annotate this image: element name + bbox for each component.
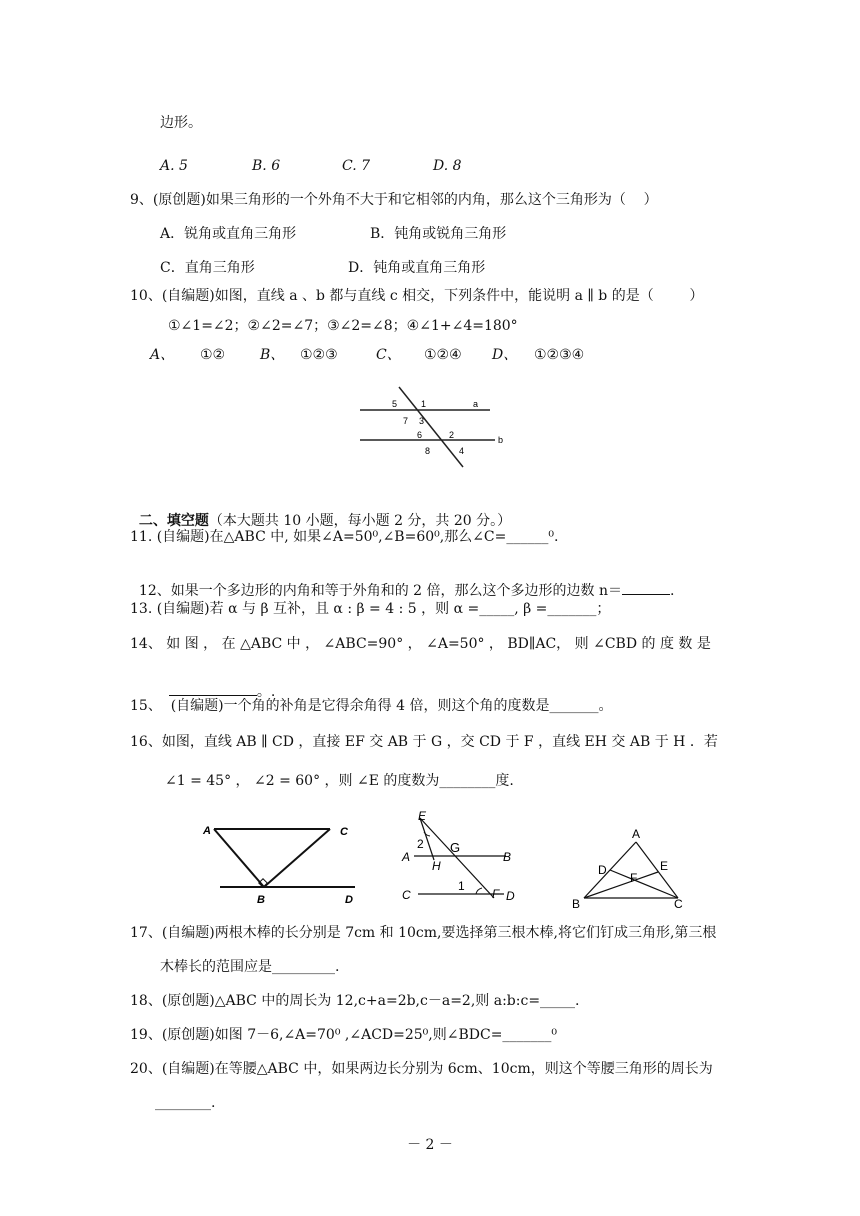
section2-heading xyxy=(130,494,511,530)
svg-text:2: 2 xyxy=(449,430,455,440)
q19-figure xyxy=(566,828,686,910)
q12-text: 12、如果一个多边形的内角和等于外角和的 2 倍，那么这个多边形的边数 n＝ xyxy=(138,583,622,599)
section2-title: 二、填空题 xyxy=(138,513,209,529)
q12: 12、如果一个多边形的内角和等于外角和的 2 倍，那么这个多边形的边数 n＝ . xyxy=(130,562,674,600)
svg-text:C: C xyxy=(340,826,348,838)
svg-text:7: 7 xyxy=(403,416,409,426)
svg-text:1: 1 xyxy=(458,879,465,893)
segment-ab xyxy=(214,829,264,887)
svg-text:6: 6 xyxy=(417,430,423,440)
svg-text:A: A xyxy=(402,850,411,864)
svg-text:H: H xyxy=(432,859,441,873)
q14-figure xyxy=(200,818,370,910)
q10-option-d-label: D、 xyxy=(492,347,518,363)
svg-text:8: 8 xyxy=(425,446,431,456)
q18: 18、(原创题)△ABC 中的周长为 12,c+a=2b,c－a=2,则 a:b:c=_____. xyxy=(130,993,580,1009)
svg-text:A: A xyxy=(632,828,641,841)
q16-line2: ∠1 = 45° ， ∠2 = 60° ，则 ∠E 的度数为________度. xyxy=(165,773,514,789)
line-ef xyxy=(420,818,494,898)
q16-line1: 16、如图，直线 AB ∥ CD ，直接 EF 交 AB 于 G ，交 CD 于 F ，直线 EH 交 AB 于 H ．若 xyxy=(130,734,718,750)
q14-line1: 14、 如 图 ， 在 △ABC 中 ， ∠ABC=90° ， ∠A=50° ， BD∥AC， 则 ∠CBD 的 度 数 是 xyxy=(130,636,711,652)
svg-text:b: b xyxy=(498,435,504,445)
q10-option-b-value: ①②③ xyxy=(300,347,338,363)
svg-text:F: F xyxy=(492,887,500,901)
svg-text:G: G xyxy=(450,840,461,855)
q9-stem: 9、(原创题)如果三角形的一个外角不大于和它相邻的内角，那么这个三角形为（ ） xyxy=(130,192,658,208)
q10-option-a-label: A、 xyxy=(150,347,175,363)
svg-text:D: D xyxy=(598,863,607,877)
section2-note: （本大题共 10 小题，每小题 2 分，共 20 分。） xyxy=(208,513,512,529)
svg-text:B: B xyxy=(257,894,265,906)
svg-text:4: 4 xyxy=(459,446,465,456)
q8-option-c: C. 7 xyxy=(342,158,371,174)
q8-option-d: D. 8 xyxy=(433,158,462,174)
q8-option-a: A. 5 xyxy=(160,158,188,174)
q9-option-a: A．锐角或直角三角形 xyxy=(160,226,297,242)
q10-option-b-label: B、 xyxy=(260,347,285,363)
q17-line1: 17、(自编题)两根木棒的长分别是 7cm 和 10cm,要选择第三根木棒,将它们钉成三角形,第三根 xyxy=(130,925,717,941)
q10-option-a-value: ①② xyxy=(200,347,226,363)
q20-line2: ________. xyxy=(155,1095,216,1111)
q14-end: 。. xyxy=(256,684,276,700)
q9-option-d: D．钝角或直角三角形 xyxy=(348,260,486,276)
svg-text:E: E xyxy=(418,809,427,823)
q16-figure xyxy=(398,808,523,908)
svg-text:a: a xyxy=(473,399,479,409)
q9-option-c: C．直角三角形 xyxy=(160,260,255,276)
svg-text:A: A xyxy=(203,825,211,837)
q10-conditions: ①∠1=∠2；②∠2=∠7；③∠2=∠8；④∠1+∠4=180° xyxy=(168,318,518,334)
q9-option-b: B．钝角或锐角三角形 xyxy=(370,226,507,242)
svg-text:D: D xyxy=(506,889,515,903)
q10-option-c-label: C、 xyxy=(376,347,401,363)
svg-text:B: B xyxy=(503,850,512,864)
q17-line2: 木棒长的范围应是_________. xyxy=(160,959,340,975)
svg-text:E: E xyxy=(660,859,669,873)
svg-text:C: C xyxy=(402,888,411,902)
q15: 15、 (自编题)一个角的补角是它得余角得 4 倍，则这个角的度数是_______。 xyxy=(130,698,613,714)
q14-line2 xyxy=(160,663,275,701)
svg-text:5: 5 xyxy=(392,399,398,409)
q10-stem: 10、(自编题)如图，直线 a 、b 都与直线 c 相交，下列条件中，能说明 a ∥ b 的是（ ） xyxy=(130,288,704,304)
svg-text:2: 2 xyxy=(417,837,424,851)
svg-text:3: 3 xyxy=(419,416,425,426)
line-c xyxy=(399,387,463,467)
q10-option-d-value: ①②③④ xyxy=(534,347,585,363)
q12-blank[interactable] xyxy=(622,580,670,595)
svg-text:F: F xyxy=(630,871,638,885)
svg-text:C: C xyxy=(674,897,683,910)
q10-option-c-value: ①②④ xyxy=(424,347,462,363)
svg-text:D: D xyxy=(345,894,353,906)
q19: 19、(原创题)如图 7－6,∠A=70⁰ ,∠ACD=25⁰,则∠BDC=_______⁰ xyxy=(130,1027,558,1043)
q8-tail: 边形。 xyxy=(160,115,202,131)
q10-figure xyxy=(355,383,515,473)
q11: 11. (自编题)在△ABC 中, 如果∠A=50⁰,∠B=60⁰,那么∠C=______⁰. xyxy=(130,529,559,545)
q8-option-b: B. 6 xyxy=(252,158,281,174)
q14-blank[interactable] xyxy=(169,681,257,696)
q20-line1: 20、(自编题)在等腰△ABC 中，如果两边长分别为 6cm、10cm，则这个等腰三角形的周长为 xyxy=(130,1061,713,1077)
svg-text:1: 1 xyxy=(421,399,427,409)
segment-bc xyxy=(264,829,330,887)
q13: 13. (自编题)若 α 与 β 互补，且 α : β = 4 : 5 ，则 α =_____, β =_______； xyxy=(130,601,611,617)
svg-text:B: B xyxy=(572,897,581,910)
page-number: － 2 － xyxy=(407,1137,453,1153)
